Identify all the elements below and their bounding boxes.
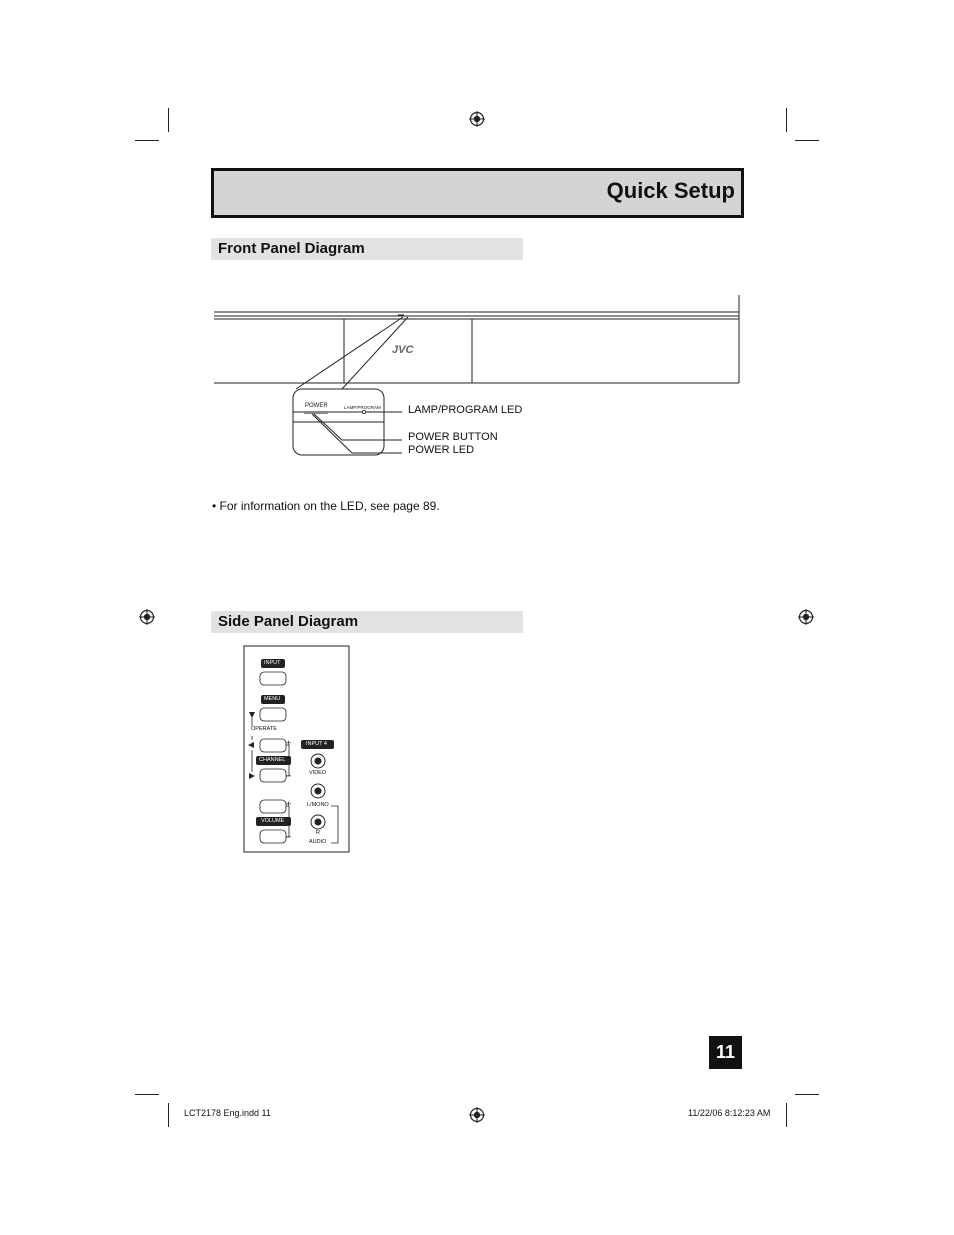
crop-mark: [135, 1094, 159, 1095]
lamp-program-led-label: LAMP/PROGRAM LED: [408, 404, 523, 416]
page-title: Quick Setup: [606, 178, 735, 203]
inset-lamp-label: LAMP/PROGRAM: [344, 405, 381, 410]
operate-label: OPERATE: [251, 726, 277, 732]
registration-mark-icon: [469, 111, 485, 127]
inset-power-label: POWER: [305, 403, 328, 409]
crop-mark: [795, 140, 819, 141]
volume-label: VOLUME: [261, 818, 285, 824]
crop-mark: [795, 1094, 819, 1095]
side-panel-diagram: [240, 642, 354, 858]
side-panel-heading: [211, 611, 523, 633]
input-label: INPUT: [264, 660, 281, 666]
volume-up-button: [260, 800, 286, 813]
front-panel-diagram: [200, 290, 750, 470]
front-panel-heading: [211, 238, 523, 260]
r-label: R: [316, 830, 320, 836]
crop-mark: [168, 108, 169, 132]
menu-button: [260, 708, 286, 721]
side-panel-heading-text: Side Panel Diagram: [218, 613, 359, 630]
volume-minus-label: –: [286, 831, 292, 841]
channel-up-button: [260, 739, 286, 752]
footer-file-info: LCT2178 Eng.indd 11: [184, 1108, 271, 1118]
input4-label: INPUT 4: [306, 741, 327, 747]
registration-mark-icon: [798, 609, 814, 625]
registration-mark-icon: [469, 1107, 485, 1123]
crop-mark: [135, 140, 159, 141]
crop-mark: [168, 1103, 169, 1127]
input-button: [260, 672, 286, 685]
menu-label: MENU: [264, 696, 281, 702]
video-label: VIDEO: [309, 770, 327, 776]
power-led-label: POWER LED: [408, 444, 475, 456]
footer-timestamp: 11/22/06 8:12:23 AM: [688, 1108, 771, 1118]
channel-minus-label: –: [286, 770, 292, 780]
page-number: 11: [709, 1036, 742, 1069]
front-panel-heading-text: Front Panel Diagram: [218, 240, 365, 257]
power-button-icon: [304, 411, 328, 414]
channel-down-button: [260, 769, 286, 782]
volume-down-button: [260, 830, 286, 843]
brand-logo: JVC: [392, 344, 414, 356]
registration-mark-icon: [139, 609, 155, 625]
lamp-led-icon: [362, 410, 365, 413]
led-note: • For information on the LED, see page 89.: [212, 499, 440, 513]
audio-label: AUDIO: [309, 839, 327, 845]
volume-plus-label: +: [286, 799, 292, 809]
channel-label: CHANNEL: [259, 757, 286, 763]
power-button-label: POWER BUTTON: [408, 431, 498, 443]
crop-mark: [786, 1103, 787, 1127]
channel-plus-label: +: [286, 738, 292, 748]
title-bar: [211, 168, 744, 218]
crop-mark: [786, 108, 787, 132]
lmono-label: L/MONO: [307, 802, 329, 808]
